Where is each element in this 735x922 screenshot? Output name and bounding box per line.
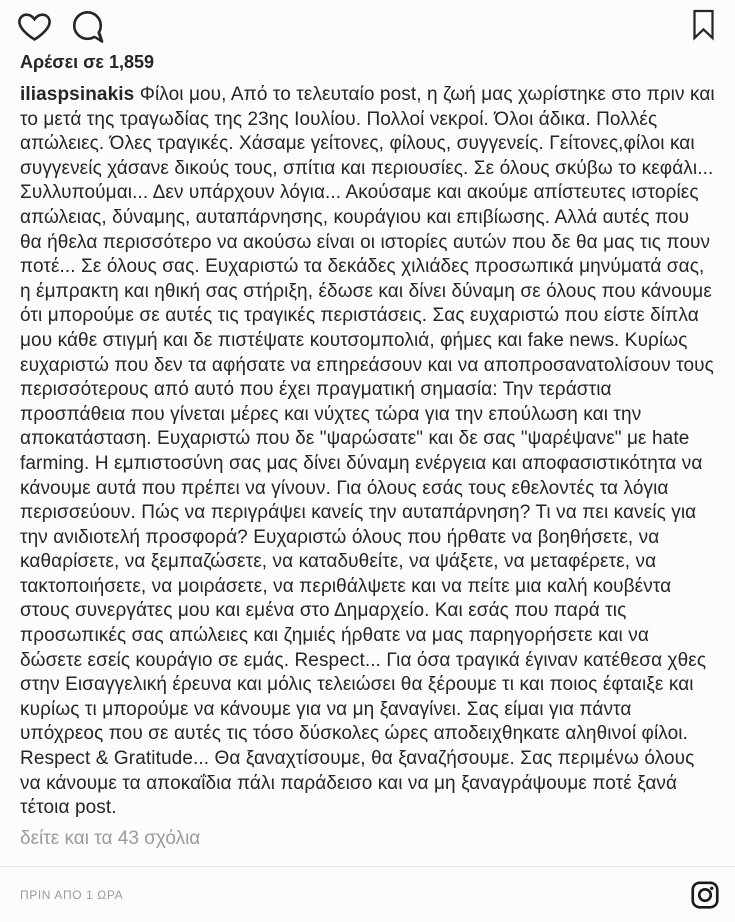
caption-container — [0, 73, 735, 821]
post-footer — [0, 866, 735, 922]
comment-button[interactable] — [69, 8, 106, 45]
view-all-comments-link[interactable]: δείτε και τα 43 σχόλια — [20, 827, 201, 849]
action-bar — [0, 0, 735, 48]
like-button[interactable] — [16, 8, 53, 45]
comments-row — [0, 821, 735, 862]
save-button[interactable] — [690, 8, 717, 41]
caption-text — [20, 83, 715, 821]
comment-bubble-icon — [69, 8, 106, 45]
username-link[interactable]: iliaspsinakis — [20, 84, 135, 105]
likes-row — [0, 48, 735, 73]
instagram-camera-icon — [690, 880, 720, 910]
likes-count-button[interactable]: Αρέσει σε 1,859 — [20, 52, 155, 72]
instagram-logo-button[interactable] — [690, 880, 720, 910]
timestamp: ΠΡΙΝ ΑΠΟ 1 ΩΡΑ — [20, 887, 124, 902]
heart-icon — [16, 8, 53, 45]
bookmark-icon — [690, 8, 717, 41]
caption-body: Φίλοι μου, Από το τελευταίο post, η ζωή μας χωρίστηκε στο πριν και το μετά της τραγωδίας της 23ης Ιουλίου. Πολλοί νεκροί. Όλοι άδικα. Πολλές απώλειες. Όλες τραγικές. Χάσαμε γείτονες, φίλους, συγγενείς. Γείτονες,φίλοι και συγγενείς χάσανε δικούς τους, σπίτια και περιουσίες. Σε όλους σκύβω το κεφάλι... Συλλυπούμαι... Δεν υπάρχουν λόγια... Ακούσαμε και ακούμε απίστευτες ιστορίες απώλειας, δύναμης, αυταπάρνησης, κουράγιου και επιβίωσης. Αλλά αυτές που θα ήθελα περισσότερο να ακούσω είναι οι ιστορίες αυτών που δε θα μας τις πουν ποτέ... Σε όλους σας. Ευχαριστώ τα δεκάδες χιλιάδες προσωπικά μηνύματά σας, η έμπρακτη και ηθική σας στήριξη, έδωσε και δίνει δύναμη σε όλους που κάνουμε ότι μπορούμε σε αυτές τις τραγικές περιστάσεις. Σας ευχαριστώ που είστε δίπλα μου κάθε στιγμή και δε πιστέψατε κουτσομπολιά, φήμες και fake news. Κυρίως ευχαριστώ που δεν τα αφήσατε να επηρεάσουν και να αποπροσανατολίσουν τους περισσότερους από αυτό που έχει πραγματική σημασία: Την τεράστια προσπάθεια που γίνεται μέρες και νύχτες τώρα για την επούλωση και την αποκατάσταση. Ευχαριστώ που δε "ψαρώσατε" και δε σας "ψαρέψανε" με hate farming. Η εμπιστοσύνη σας μας δίνει δύναμη ενέργεια και αποφασιστικότητα να κάνουμε αυτά που πρέπει να γίνουν. Για όλους εσάς τους εθελοντές τα λόγια περισσεύουν. Πώς να περιγράψει κανείς την αυταπάρνηση? Τι να πει κανείς για την ανιδιοτελή προσφορά? Ευχαριστώ όλους που ήρθατε να βοηθήσετε, να καθαρίσετε, να ξεμπαζώσετε, να καταδυθείτε, να ψάξετε, να μεταφέρετε, να τακτοποιήσετε, να μοιράσετε, να περιθάλψετε και να πείτε μια καλή κουβέντα στους συνεργάτες μου και εμένα στο Δημαρχείο. Και εσάς που παρά τις προσωπικές σας απώλειες και ζημιές ήρθατε να μας παρηγορήσετε και να δώσετε εσείς κουράγιο σε εμάς. Respect... Για όσα τραγικά έγιναν κατέθεσα χθες στην Εισαγγελική έρευνα και μόλις τελειώσει θα ξέρουμε τι και ποιος έφταιξε και κυρίως τι μπορούμε να κάνουμε για να μη ξαναγίνει. Σας είμαι για πάντα υπόχρεος που σε αυτές τις τόσο δύσκολες ώρες αποδειχθηκατε αληθινοί φίλοι. Respect & Gratitude... Θα ξαναχτίσουμε, θα ξαναζήσουμε. Σας περιμένω όλους να κάνουμε τα αποκαΐδια πάλι παράδεισο και να μη ξαναγράψουμε ποτέ ξανά τέτοια post. — [20, 84, 715, 819]
